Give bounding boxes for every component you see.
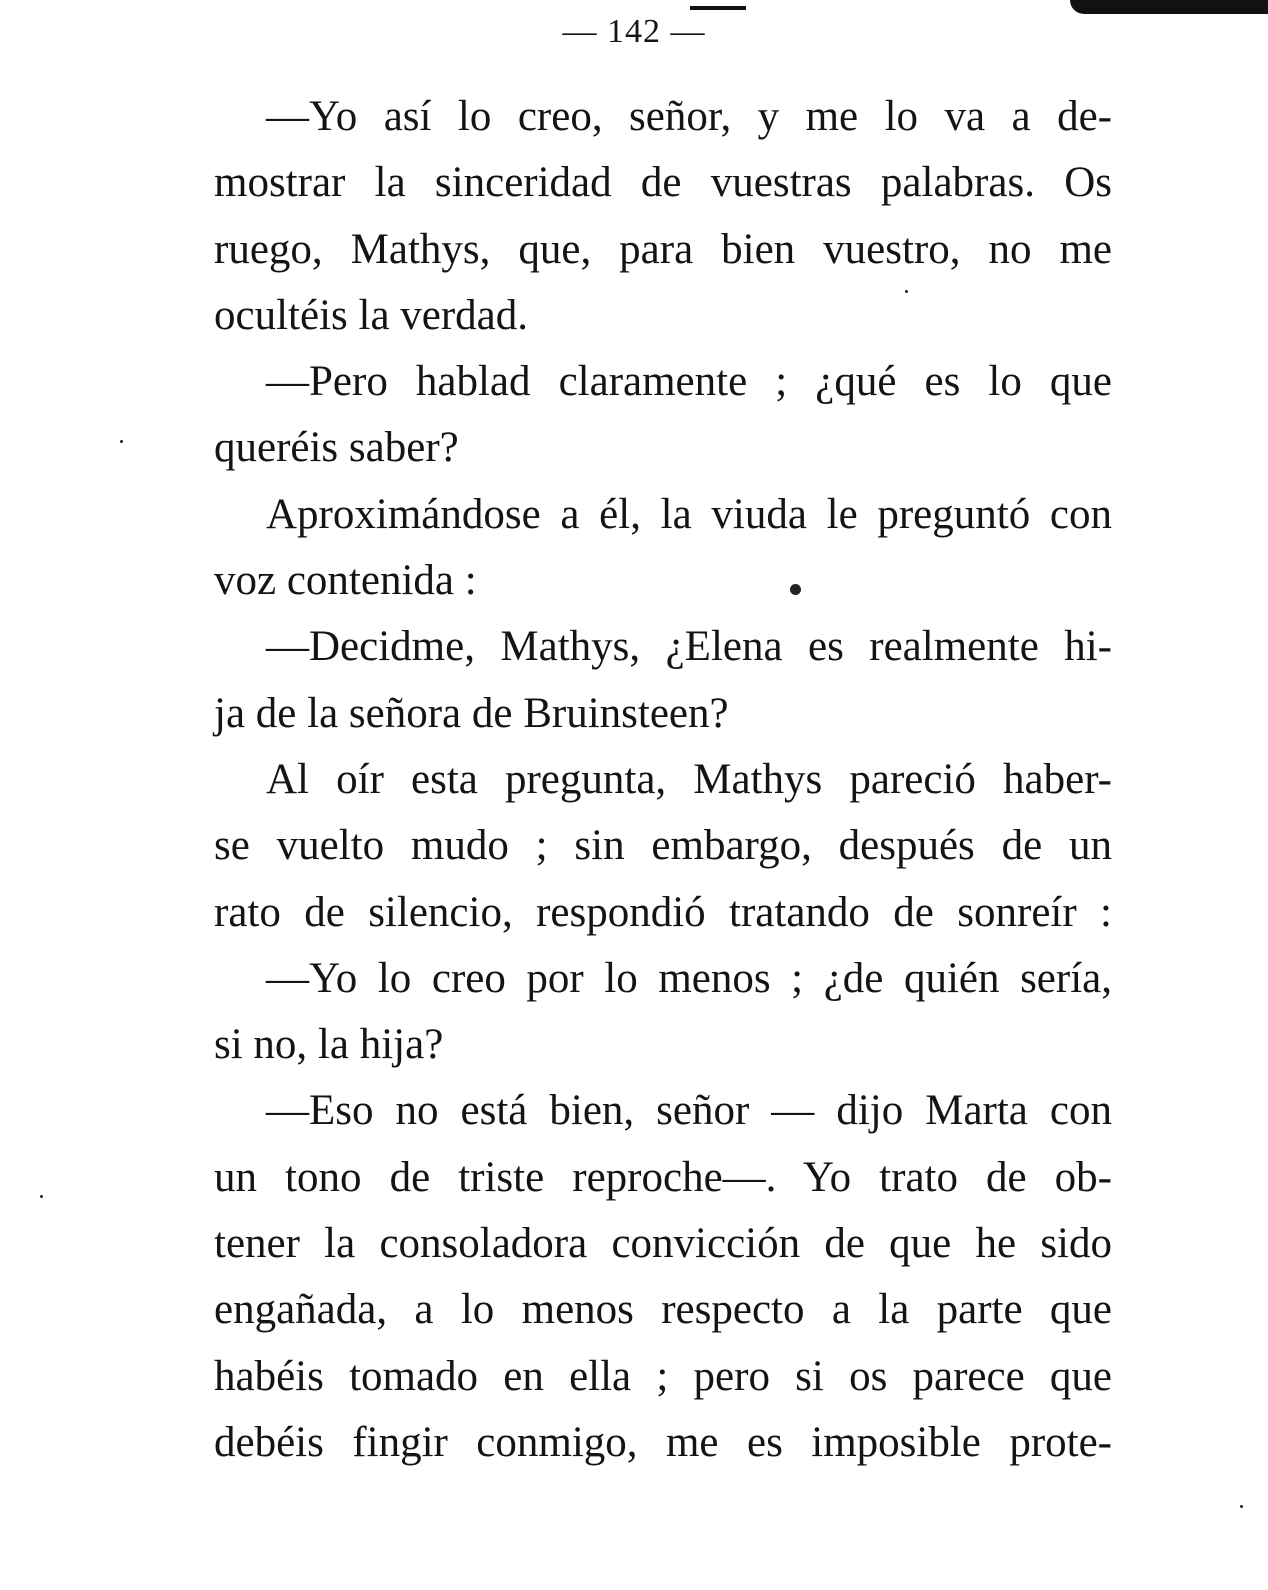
ink-speck bbox=[40, 1195, 43, 1198]
text-line: —Yo así lo creo, señor, y me lo va a de- bbox=[266, 93, 1112, 140]
text-line: si no, la hija? bbox=[214, 1021, 444, 1069]
text-line: engañada, a lo menos respecto a la parte que bbox=[214, 1286, 1112, 1334]
text-line: ocultéis la verdad. bbox=[214, 291, 529, 339]
text-line: mostrar la sinceridad de vuestras palabras. Os bbox=[214, 159, 1112, 207]
ink-speck bbox=[790, 584, 801, 595]
text-line: tener la consoladora convicción de que he sido bbox=[214, 1220, 1112, 1268]
text-line: —Pero hablad claramente ; ¿qué es lo que bbox=[266, 358, 1112, 406]
text-line: voz contenida : bbox=[214, 557, 477, 605]
text-line: —Eso no está bien, señor — dijo Marta con bbox=[266, 1087, 1112, 1135]
text-line: Aproximándose a él, la viuda le preguntó con bbox=[266, 490, 1112, 538]
text-line: habéis tomado en ella ; pero si os parece que bbox=[214, 1352, 1112, 1400]
ink-speck bbox=[905, 290, 908, 293]
text-line: ruego, Mathys, que, para bien vuestro, no me bbox=[214, 225, 1112, 273]
page-number: — 142 — bbox=[562, 13, 706, 50]
text-line: rato de silencio, respondió tratando de sonreír : bbox=[214, 888, 1112, 936]
text-line: —Decidme, Mathys, ¿Elena es realmente hi- bbox=[266, 623, 1112, 671]
ink-speck bbox=[120, 440, 123, 443]
text-line: queréis saber? bbox=[214, 424, 459, 472]
text-line: ja de la señora de Bruinsteen? bbox=[214, 689, 729, 737]
text-line: —Yo lo creo por lo menos ; ¿de quién sería, bbox=[266, 954, 1112, 1002]
text-line: debéis fingir conmigo, me es imposible prote- bbox=[214, 1418, 1112, 1466]
text-line: se vuelto mudo ; sin embargo, después de un bbox=[214, 822, 1112, 870]
ink-speck bbox=[1240, 1505, 1243, 1508]
text-line: un tono de triste reproche—. Yo trato de ob- bbox=[214, 1153, 1112, 1201]
text-line: Al oír esta pregunta, Mathys pareció haber- bbox=[266, 755, 1112, 803]
body-text bbox=[214, 84, 1112, 1476]
